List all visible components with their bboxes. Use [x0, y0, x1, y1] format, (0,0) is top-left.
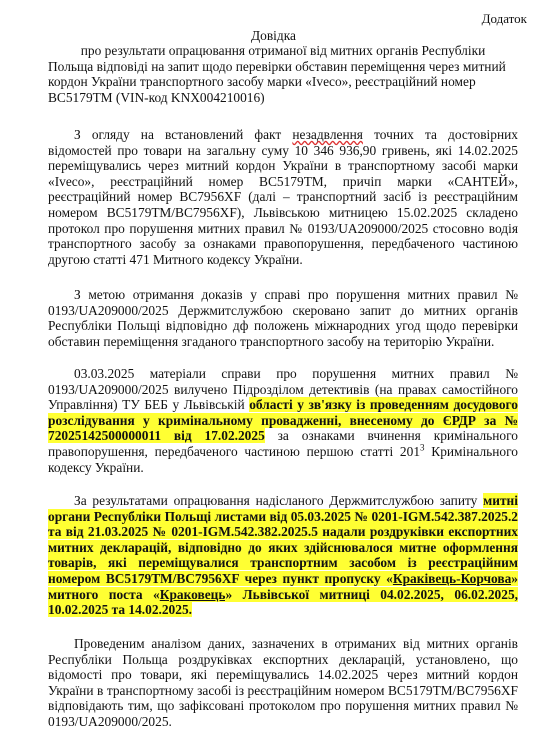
- p4-highlight-1: митні органи Республіки Польщі листами від 05.03.2025 № 0201-IGM.542.387.2025.2 та від 21.03.2025 № 0201-IGM.542.382.2025.5 надали роздруківки експортних митних декларацій, відповідно до яких здійснювалося митне оформлення товарів, які переміщувалися транспортним засобом із реєстраційним номером ВС5179ТМ/ВС7956XF через пункт пропуску «: [48, 493, 518, 586]
- p3-highlight: області у зв'язку із проведенням досудового розслідування у кримінальному провадженні, внесеному до ЄРДР за № 72025142500000011 від 17.02.2025: [48, 397, 518, 444]
- p4-highlight-3: » Львівської митниці 04.02.2025, 06.02.2025, 10.02.2025 та 14.02.2025.: [48, 586, 518, 618]
- appendix-label: Додаток: [481, 11, 527, 26]
- paragraph-2: [48, 287, 518, 349]
- paragraph-4: [48, 493, 518, 618]
- p3-sup: 3: [420, 442, 425, 453]
- p4-underline-2: Краковець: [159, 586, 226, 602]
- p3-tail2: Кримінального кодексу України.: [48, 443, 518, 475]
- subtitle-line: ВС5179ТМ (VIN-код KNX004210016): [48, 89, 265, 105]
- p5-text: Проведеним аналізом даних, зазначених в отриманих від митних органів Республіки Польща роздруківках експортних декларацій, установлено, що відомості про товари, які переміщувались 14.02.2025 через митний кордон України в транспортному засобі із реєстраційним номером ВС5179ТМ/ВС7956XF відповідають тим, що зафіксовані протоколом про порушення митних правил № 0193/UA209000/2025.: [48, 636, 518, 729]
- p2-text: З метою отримання доказів у справі про порушення митних правил № 0193/UA209000/2025 Держмитслужбою скеровано запит до митних органів Республіки Польщі відповідно дф положень міжнародних угод щодо перевірки обставин переміщення згаданого транспортного засобу на територію України.: [48, 287, 518, 349]
- p3-plain: 03.03.2025 матеріали справи про порушення митних правил № 0193/UA209000/2025 вилучено Підрозділом детективів (на правах самостійного Управління) ТУ БЕБ у Львівській: [48, 366, 518, 413]
- p4-plain: За результатами опрацювання надісланого Держмитслужбою запиту: [74, 493, 484, 508]
- subtitle-line: кордон України транспортного засобу марки «Iveco», реєстраційний номер: [48, 74, 476, 90]
- paragraph-3: [48, 366, 518, 475]
- subtitle-block: [48, 43, 518, 105]
- paragraph-1: [48, 127, 518, 267]
- document-title: Довідка: [251, 28, 296, 43]
- p4-underline-1: Краківець-Корчова: [392, 570, 512, 586]
- p1-misspelled-word: незадвлення: [292, 127, 363, 142]
- p4-highlight-2: » митного поста «: [48, 570, 518, 602]
- p1-text-b: точних та достовірних відомостей про товари на загальну суму 10 346 936,90 гривень, які 14.02.2025 переміщувались через митний кордон України в транспортному засобі марки «Iveco», реєстраційний номер ВС5179ТМ, причіп марки «САНТЕЙ», реєстраційний номер ВС7956XF (далі – транспортний засіб із реєстраційним номером ВС5179ТМ/ВС7956XF), Львівською митницею 15.02.2025 складено протокол про порушення митних правил № 0193/UA209000/2025 стосовно водія транспортного засобу за ознаками правопорушення, передбаченого частиною другою статті 471 Митного кодексу України.: [48, 127, 518, 267]
- p1-text-a: З огляду на встановлений факт: [74, 127, 282, 142]
- subtitle-line: Польща відповіді на запит щодо перевірки обставин переміщення через митний: [48, 58, 506, 74]
- subtitle-line: про результати опрацювання отриманої від митних органів Республіки: [80, 43, 486, 58]
- paragraph-5: [48, 636, 518, 730]
- p3-tail: за ознаками вчинення кримінального правопорушення, передбаченого частиною першою статті 201: [48, 428, 518, 459]
